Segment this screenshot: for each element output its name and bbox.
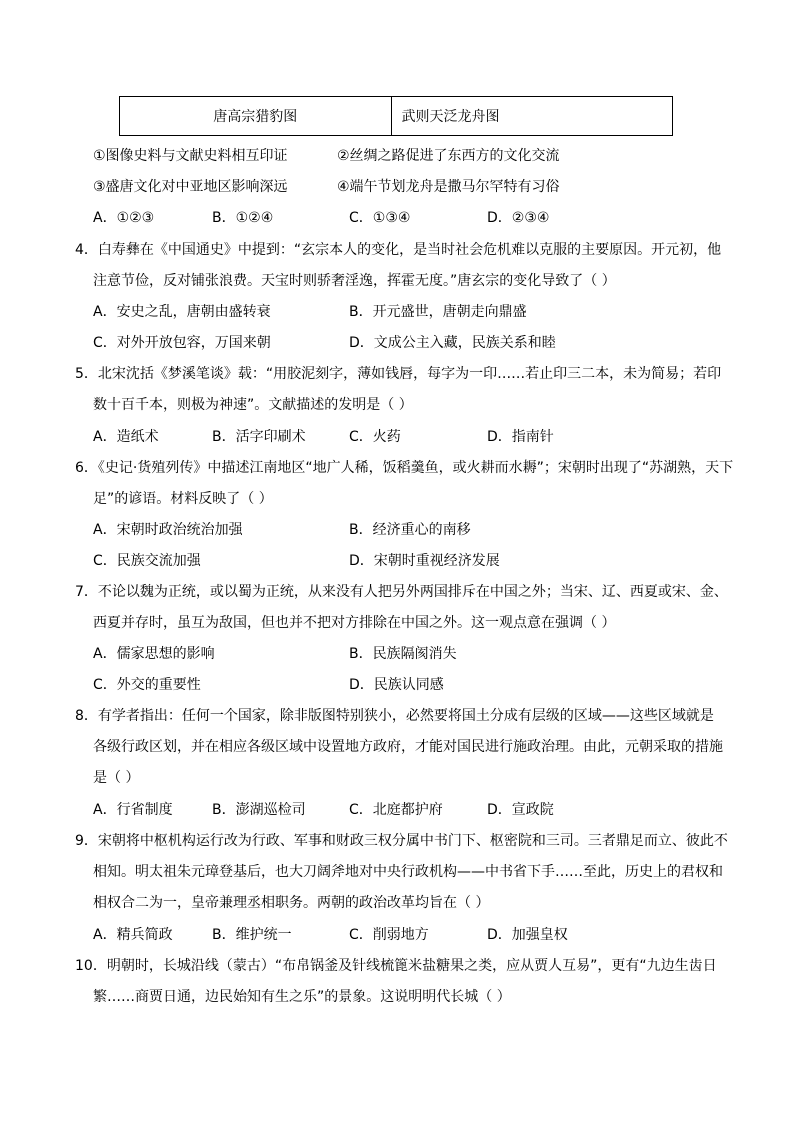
q5-option-b[interactable]: B．活字印刷术 [212, 429, 306, 445]
q8-option-b[interactable]: B．澎湖巡检司 [212, 802, 306, 818]
q7-option-b[interactable]: B．民族隔阂消失 [349, 646, 457, 662]
q6-option-a[interactable]: A．宋朝时政治统治加强 [93, 522, 243, 538]
q10-stem-line-1: 10．明朝时，长城沿线（蒙古）“布帛锅釜及针线梳篦米盐糖果之类，应从贾人互易”，更有“九边生齿日 [75, 958, 717, 974]
q4-stem-line-1: 4．白寿彝在《中国通史》中提到：“玄宗本人的变化，是当时社会危机难以克服的主要原因。开元初，他 [75, 242, 722, 258]
q5-option-a[interactable]: A．造纸术 [93, 429, 159, 445]
q5-stem-line-1: 5．北宋沈括《梦溪笔谈》载：“用胶泥刻字，薄如钱唇，每字为一印……若止印三二本，未为简易；若印 [75, 366, 722, 382]
q3-option-d[interactable]: D．②③④ [487, 210, 550, 226]
q4-stem-line-2: 注意节俭，反对铺张浪费。天宝时则骄奢淫逸，挥霍无度。”唐玄宗的变化导致了（ ） [93, 273, 616, 289]
q9-stem-line-1: 9．宋朝将中枢机构运行改为行政、军事和财政三权分属中书门下、枢密院和三司。三者鼎足而立、彼此不 [75, 833, 728, 849]
q5-option-d[interactable]: D．指南针 [487, 429, 554, 445]
q9-option-c[interactable]: C．削弱地方 [349, 927, 429, 943]
q4-option-d[interactable]: D．文成公主入藏，民族关系和睦 [349, 335, 556, 351]
image-caption-table [119, 96, 673, 136]
q3-statement-3: ③盛唐文化对中亚地区影响深远 [93, 179, 288, 195]
q8-stem-line-1: 8．有学者指出：任何一个国家，除非版图特别狭小，必然要将国土分成有层级的区域——这些区域就是 [75, 708, 714, 724]
table-cell-left: 唐高宗猎豹图 [120, 97, 392, 135]
q8-stem-line-3: 是（ ） [93, 770, 140, 786]
q6-option-c[interactable]: C．民族交流加强 [93, 553, 201, 569]
q7-option-c[interactable]: C．外交的重要性 [93, 677, 201, 693]
q9-option-a[interactable]: A．精兵简政 [93, 927, 173, 943]
q4-option-a[interactable]: A．安史之乱，唐朝由盛转衰 [93, 304, 271, 320]
q6-option-b[interactable]: B．经济重心的南移 [349, 522, 471, 538]
q5-option-c[interactable]: C．火药 [349, 429, 401, 445]
q3-statement-4: ④端午节划龙舟是撒马尔罕特有习俗 [337, 179, 560, 195]
q10-stem-line-2: 繁……商贾日通，边民始知有生之乐”的景象。这说明明代长城（ ） [93, 989, 511, 1005]
q8-option-a[interactable]: A．行省制度 [93, 802, 173, 818]
q3-statement-1: ①图像史料与文献史料相互印证 [93, 148, 288, 164]
table-cell-right: 武则天泛龙舟图 [401, 109, 500, 125]
q8-option-c[interactable]: C．北庭都护府 [349, 802, 443, 818]
q9-option-b[interactable]: B．维护统一 [212, 927, 292, 943]
q8-stem-line-2: 各级行政区划，并在相应各级区域中设置地方政府，才能对国民进行施政治理。由此，元朝采取的措施 [93, 739, 723, 755]
q4-option-c[interactable]: C．对外开放包容，万国来朝 [93, 335, 271, 351]
q7-option-d[interactable]: D．民族认同感 [349, 677, 444, 693]
q8-option-d[interactable]: D．宣政院 [487, 802, 554, 818]
q9-option-d[interactable]: D．加强皇权 [487, 927, 568, 943]
q3-statement-2: ②丝绸之路促进了东西方的文化交流 [337, 148, 560, 164]
q3-option-a[interactable]: A．①②③ [93, 210, 155, 226]
q5-stem-line-2: 数十百千本，则极为神速”。文献描述的发明是（ ） [93, 397, 413, 413]
q7-option-a[interactable]: A．儒家思想的影响 [93, 646, 215, 662]
q6-stem-line-1: 6．《史记·货殖列传》中描述江南地区“地广人稀，饭稻羹鱼，或火耕而水耨”；宋朝时出现了“苏湖熟，天下 [75, 460, 734, 476]
q9-stem-line-2: 相知。明太祖朱元璋登基后，也大刀阔斧地对中央行政机构——中书省下手……至此，历史上的君权和 [93, 864, 723, 880]
q7-stem-line-1: 7．不论以魏为正统，或以蜀为正统，从来没有人把另外两国排斥在中国之外；当宋、辽、西夏或宋、金、 [75, 584, 728, 600]
q9-stem-line-3: 相权合二为一，皇帝兼理丞相职务。两朝的政治改革均旨在（ ） [93, 895, 490, 911]
q7-stem-line-2: 西夏并存时，虽互为敌国，但也并不把对方排除在中国之外。这一观点意在强调（ ） [93, 615, 616, 631]
q6-option-d[interactable]: D．宋朝时重视经济发展 [349, 553, 500, 569]
q3-option-b[interactable]: B．①②④ [212, 210, 274, 226]
q3-option-c[interactable]: C．①③④ [349, 210, 411, 226]
q4-option-b[interactable]: B．开元盛世，唐朝走向鼎盛 [349, 304, 527, 320]
q6-stem-line-2: 足”的谚语。材料反映了（ ） [93, 491, 273, 507]
